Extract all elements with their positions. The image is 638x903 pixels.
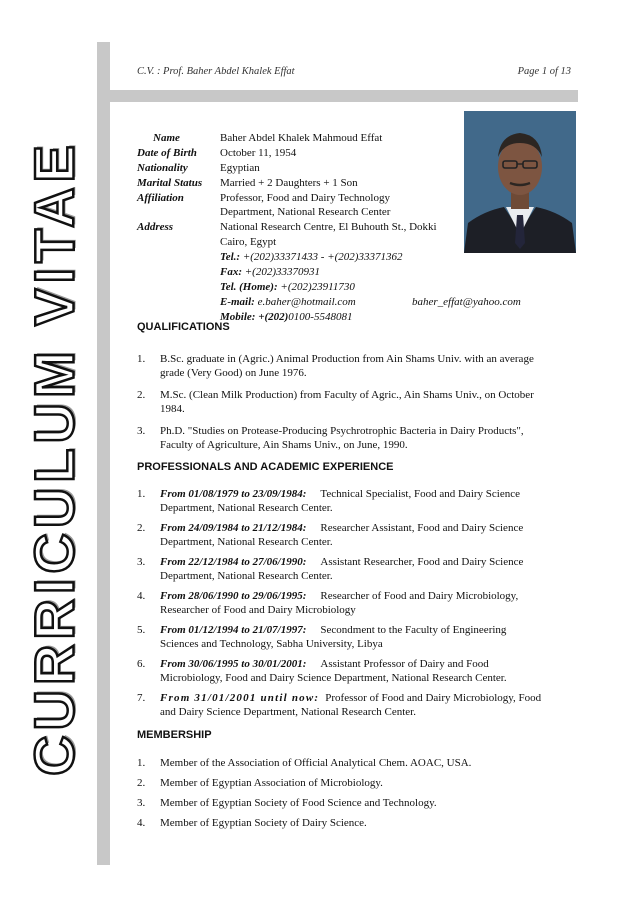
item-period: From 22/12/1984 to 27/06/1990: bbox=[160, 556, 307, 568]
portrait-photo bbox=[464, 111, 576, 253]
experience-list bbox=[137, 487, 569, 719]
item-period: From 01/08/1979 to 23/09/1984: bbox=[160, 488, 307, 500]
item-text: Assistant Professor of Dairy and Food bbox=[320, 658, 489, 670]
fax-label: Fax: bbox=[220, 266, 242, 279]
header-title: C.V. : Prof. Baher Abdel Khalek Effat bbox=[137, 66, 295, 77]
affiliation-value-1: Professor, Food and Dairy Technology bbox=[220, 191, 390, 204]
list-item bbox=[137, 555, 569, 583]
list-item bbox=[137, 776, 569, 790]
address-value-2: Cairo, Egypt bbox=[220, 236, 277, 249]
qualifications-list bbox=[137, 352, 569, 452]
item-text: Department, National Research Center. bbox=[160, 536, 333, 548]
item-period: From 30/06/1995 to 30/01/2001: bbox=[160, 658, 307, 670]
marital-label: Marital Status bbox=[137, 176, 203, 189]
item-text: Member of Egyptian Association of Microbiology. bbox=[160, 777, 383, 789]
list-item bbox=[137, 756, 569, 770]
item-number: 4. bbox=[137, 817, 146, 829]
page-header bbox=[137, 66, 571, 77]
item-text: Member of the Association of Official Analytical Chem. AOAC, USA. bbox=[160, 757, 472, 769]
item-text: Member of Egyptian Society of Dairy Science. bbox=[160, 817, 367, 829]
item-number: 2. bbox=[137, 522, 146, 534]
mobile-value: 0100-5548081 bbox=[288, 310, 353, 323]
item-text: Assistant Researcher, Food and Dairy Science bbox=[320, 556, 524, 568]
tel-value: +(202)33371433 - +(202)33371362 bbox=[240, 251, 403, 264]
item-text: Member of Egyptian Society of Food Science and Technology. bbox=[160, 797, 437, 809]
item-text: B.Sc. graduate in (Agric.) Animal Production from Ain Shams Univ. with an average bbox=[160, 353, 534, 365]
tel-label: Tel.: bbox=[220, 251, 241, 264]
item-number: 6. bbox=[137, 658, 146, 670]
list-item bbox=[137, 816, 569, 830]
item-text: and Dairy Science Department, National Research Center. bbox=[160, 706, 416, 718]
list-item bbox=[137, 691, 569, 719]
tel-home-label: Tel. (Home): bbox=[220, 280, 278, 293]
item-number: 1. bbox=[137, 353, 146, 365]
list-item bbox=[137, 657, 569, 685]
item-text: Professor of Food and Dairy Microbiology, Food bbox=[325, 692, 542, 704]
item-number: 4. bbox=[137, 590, 146, 602]
list-item bbox=[137, 589, 569, 617]
item-text: Department, National Research Center. bbox=[160, 570, 333, 582]
item-text: grade (Very Good) on June 1976. bbox=[160, 367, 307, 379]
item-text: Microbiology, Food and Dairy Science Department, National Research Center. bbox=[160, 672, 507, 684]
tel-home-value: +(202)23911730 bbox=[277, 280, 355, 293]
item-period: From 01/12/1994 to 21/07/1997: bbox=[160, 624, 307, 636]
affiliation-label: Affiliation bbox=[137, 191, 184, 204]
item-text: Secondment to the Faculty of Engineering bbox=[320, 624, 507, 636]
mobile-label: Mobile: +(202) bbox=[220, 310, 289, 323]
experience-heading: PROFESSIONALS AND ACADEMIC EXPERIENCE bbox=[137, 461, 394, 473]
item-text: Researcher of Food and Dairy Microbiology, bbox=[320, 590, 519, 602]
top-decorative-bar bbox=[110, 90, 578, 102]
email-label: E-mail: bbox=[220, 295, 255, 308]
dob-label: Date of Birth bbox=[137, 146, 197, 159]
list-item bbox=[137, 487, 569, 515]
name-label: Name bbox=[153, 132, 180, 144]
item-text: Researcher Assistant, Food and Dairy Science bbox=[320, 522, 524, 534]
membership-list bbox=[137, 756, 569, 830]
qualifications-heading: QUALIFICATIONS bbox=[137, 321, 230, 333]
marital-value: Married + 2 Daughters + 1 Son bbox=[220, 176, 358, 189]
item-period: From 24/09/1984 to 21/12/1984: bbox=[160, 522, 307, 534]
list-item bbox=[137, 388, 569, 416]
item-text: Department, National Research Center. bbox=[160, 502, 333, 514]
item-number: 1. bbox=[137, 757, 146, 769]
email-value-2[interactable]: baher_effat@yahoo.com bbox=[412, 295, 521, 308]
name-value: Baher Abdel Khalek Mahmoud Effat bbox=[220, 132, 383, 144]
item-number: 2. bbox=[137, 389, 146, 401]
email-value-1[interactable]: e.baher@hotmail.com bbox=[254, 295, 356, 308]
item-text: Researcher of Food and Dairy Microbiology bbox=[160, 604, 356, 616]
item-text: Sciences and Technology, Sabha University, Libya bbox=[160, 638, 383, 650]
membership-heading: MEMBERSHIP bbox=[137, 729, 212, 741]
list-item bbox=[137, 623, 569, 651]
fax-value: +(202)33370931 bbox=[242, 266, 320, 279]
list-item bbox=[137, 521, 569, 549]
address-value-1: National Research Centre, El Buhouth St., Dokki bbox=[220, 221, 437, 234]
item-period: From 31/01/2001 until now: bbox=[160, 692, 320, 704]
item-number: 7. bbox=[137, 692, 146, 704]
item-text: 1984. bbox=[160, 403, 185, 415]
item-number: 3. bbox=[137, 556, 146, 568]
side-title-text: CURRICULUM VITAE bbox=[22, 140, 86, 776]
list-item bbox=[137, 352, 569, 380]
item-text: M.Sc. (Clean Milk Production) from Faculty of Agric., Ain Shams Univ., on October bbox=[160, 389, 534, 401]
nationality-label: Nationality bbox=[137, 161, 188, 174]
item-period: From 28/06/1990 to 29/06/1995: bbox=[160, 590, 307, 602]
page-number: Page 1 of 13 bbox=[517, 66, 571, 77]
list-item bbox=[137, 424, 569, 452]
dob-value: October 11, 1954 bbox=[220, 146, 297, 159]
item-number: 5. bbox=[137, 624, 146, 636]
item-number: 3. bbox=[137, 797, 146, 809]
item-text: Technical Specialist, Food and Dairy Science bbox=[320, 488, 520, 500]
nationality-value: Egyptian bbox=[220, 161, 260, 174]
item-text: Ph.D. "Studies on Protease-Producing Psychrotrophic Bacteria in Dairy Products", bbox=[160, 425, 524, 437]
item-number: 3. bbox=[137, 425, 146, 437]
affiliation-value-2: Department, National Research Center bbox=[220, 206, 391, 219]
item-number: 2. bbox=[137, 777, 146, 789]
item-number: 1. bbox=[137, 488, 146, 500]
list-item bbox=[137, 796, 569, 810]
item-text: Faculty of Agriculture, Ain Shams Univ., on June, 1990. bbox=[160, 439, 408, 451]
address-label: Address bbox=[137, 221, 174, 234]
left-decorative-bar bbox=[97, 42, 110, 865]
